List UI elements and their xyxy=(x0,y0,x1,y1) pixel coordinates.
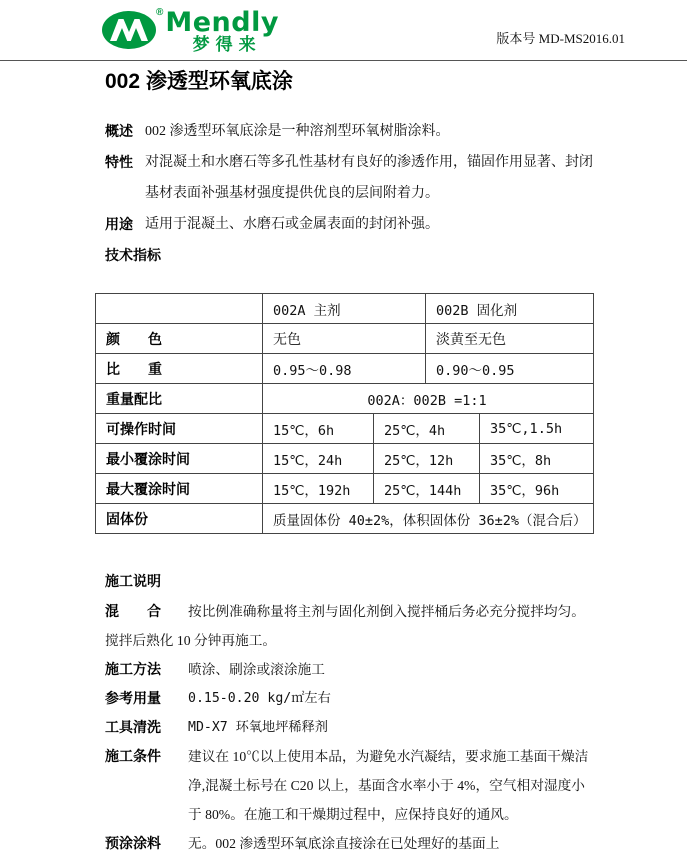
row-label: 最大覆涂时间 xyxy=(96,474,263,504)
table-row-pot-life xyxy=(96,414,594,444)
table-header-row xyxy=(96,294,594,324)
cell-color-b: 淡黄至无色 xyxy=(426,324,594,354)
table-row-mix-ratio xyxy=(96,384,594,414)
table-row-color xyxy=(96,324,594,354)
header-empty-cell xyxy=(96,294,263,324)
document-body xyxy=(0,68,687,858)
row-label: 比 重 xyxy=(96,354,263,384)
features-paragraph xyxy=(105,147,595,209)
cell-max-35: 35℃，96h xyxy=(480,474,594,504)
features-text: 对混凝土和水磨石等多孔性基材有良好的渗透作用，锚固作用显著、封闭基材表面补强基材强度提供优良的层间附着力。 xyxy=(145,155,593,201)
page-title: 002 渗透型环氧底涂 xyxy=(105,70,293,93)
brand-name: Mendly xyxy=(165,7,279,38)
usage-paragraph xyxy=(105,209,595,240)
table-row-min-recoat xyxy=(96,444,594,474)
method-label: 施工方法 xyxy=(105,661,161,677)
mixing-label: 混 合 xyxy=(105,603,161,619)
cell-pot-25: 25℃，4h xyxy=(374,414,480,444)
brand-text xyxy=(165,7,279,54)
method-item xyxy=(105,655,595,684)
overview-paragraph xyxy=(105,116,595,147)
cell-solids: 质量固体份 40±2%，体积固体份 36±2%（混合后） xyxy=(263,504,594,534)
overview-text: 002 渗透型环氧底涂是一种溶剂型环氧树脂涂料。 xyxy=(145,124,450,139)
usage-text: 适用于混凝土、水磨石或金属表面的封闭补强。 xyxy=(145,217,439,232)
table-row-gravity xyxy=(96,354,594,384)
coverage-item xyxy=(105,684,595,713)
row-label: 固体份 xyxy=(96,504,263,534)
cell-gravity-b: 0.90～0.95 xyxy=(426,354,594,384)
cell-pot-15: 15℃，6h xyxy=(263,414,374,444)
conditions-item xyxy=(105,742,595,829)
tool-cleaning-label: 工具清洗 xyxy=(105,719,161,735)
cell-mix-ratio: 002A：002B =1:1 xyxy=(263,384,594,414)
brand-logo xyxy=(101,8,279,54)
conditions-text: 建议在 10℃以上使用本品，为避免水汽凝结，要求施工基面干燥洁净,混凝土标号在 C20 以上，基面含水率小于 4%，空气相对湿度小于 80%。在施工和干燥期过程中，应保持良好的通风。 xyxy=(188,749,589,822)
overview-label: 概述 xyxy=(105,123,133,139)
version-label: 版本号 MD-MS2016.01 xyxy=(496,31,625,46)
coverage-label: 参考用量 xyxy=(105,690,161,706)
row-label: 重量配比 xyxy=(96,384,263,414)
table-row-solids xyxy=(96,504,594,534)
cell-min-25: 25℃，12h xyxy=(374,444,480,474)
cell-gravity-a: 0.95～0.98 xyxy=(263,354,426,384)
cell-max-15: 15℃，192h xyxy=(263,474,374,504)
brand-name-cn: 梦得来 xyxy=(192,35,262,54)
tool-cleaning-item xyxy=(105,713,595,742)
features-label: 特性 xyxy=(105,154,133,170)
mixing-note: 搅拌后熟化 10 分钟再施工。 xyxy=(105,633,277,648)
header-002b-cell: 002B 固化剂 xyxy=(426,294,594,324)
method-text: 喷涂、刷涂或滚涂施工 xyxy=(188,662,325,677)
usage-label: 用途 xyxy=(105,216,133,232)
precoat-item xyxy=(105,829,595,858)
coverage-text: 0.15-0.20 kg/㎡左右 xyxy=(188,691,331,706)
cell-color-a: 无色 xyxy=(263,324,426,354)
cell-pot-35: 35℃,1.5h xyxy=(480,414,594,444)
cell-min-15: 15℃，24h xyxy=(263,444,374,474)
precoat-label: 预涂涂料 xyxy=(105,835,161,851)
conditions-label: 施工条件 xyxy=(105,748,161,764)
table-row-max-recoat xyxy=(96,474,594,504)
construction-heading: 施工说明 xyxy=(105,573,161,589)
precoat-text: 无。002 渗透型环氧底涂直接涂在已处理好的基面上 xyxy=(188,836,500,851)
tool-cleaning-text: MD-X7 环氧地坪稀释剂 xyxy=(188,720,328,735)
mixing-text: 按比例准确称量将主剂与固化剂倒入搅拌桶后务必充分搅拌均匀。 xyxy=(188,604,585,619)
row-label: 最小覆涂时间 xyxy=(96,444,263,474)
row-label: 可操作时间 xyxy=(96,414,263,444)
cell-max-25: 25℃，144h xyxy=(374,474,480,504)
row-label: 颜 色 xyxy=(96,324,263,354)
tech-spec-heading: 技术指标 xyxy=(105,247,161,263)
cell-min-35: 35℃，8h xyxy=(480,444,594,474)
header-002a-cell: 002A 主剂 xyxy=(263,294,426,324)
registered-mark-icon: ® xyxy=(156,7,164,18)
brand-logo-icon xyxy=(101,8,159,50)
mixing-item xyxy=(105,597,595,626)
tech-spec-table xyxy=(95,293,594,534)
page-header xyxy=(0,0,687,61)
